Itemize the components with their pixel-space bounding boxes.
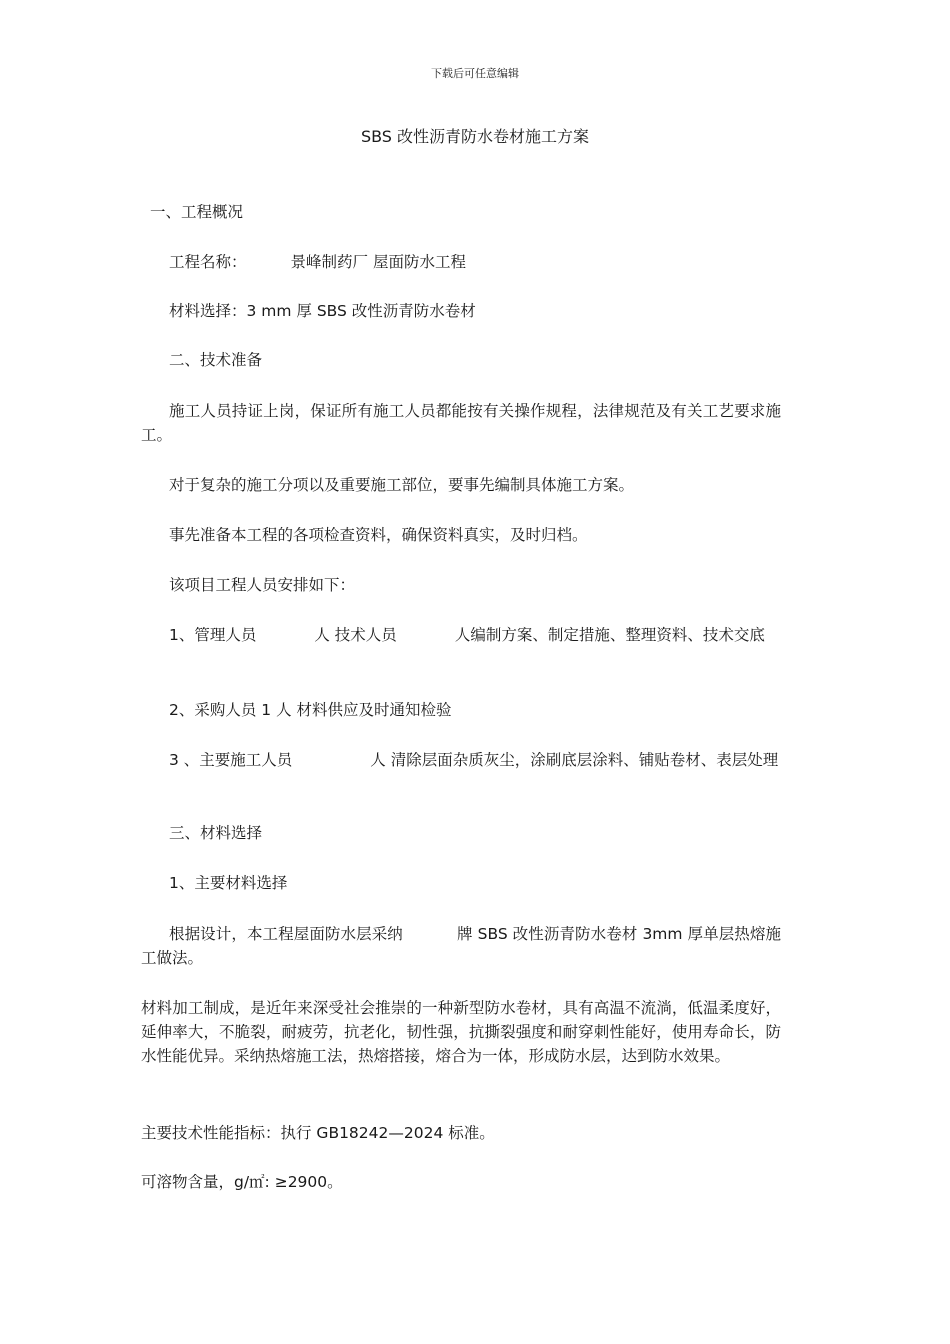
- project-name-label: 工程名称：: [169, 253, 247, 271]
- staff-item-3: [141, 748, 781, 772]
- project-name-line: [141, 250, 781, 274]
- material-line: 材料选择：3 mm 厚 SBS 改性沥青防水卷材: [169, 302, 476, 320]
- materials-paragraph-4: 可溶物含量，g/㎡: ≥2900。: [141, 1173, 343, 1191]
- tech-prep-paragraph-4: 该项目工程人员安排如下：: [169, 576, 356, 594]
- section-heading-overview: 一、工程概况: [150, 203, 244, 221]
- staff-item-1-part-a: 1、管理人员: [169, 626, 257, 644]
- section-heading-materials: 三、材料选择: [169, 824, 263, 842]
- tech-prep-paragraph-1: 施工人员持证上岗，保证所有施工人员都能按有关操作规程，法律规范及有关工艺要求施工。: [141, 402, 781, 444]
- staff-item-1-part-b: 人 技术人员: [314, 626, 397, 644]
- tech-prep-paragraph-3: 事先准备本工程的各项检查资料，确保资料真实，及时归档。: [169, 526, 588, 544]
- staff-item-2: 2、采购人员 1 人 材料供应及时通知检验: [169, 701, 452, 719]
- materials-subheading: 1、主要材料选择: [169, 874, 288, 892]
- tech-prep-paragraph-2: 对于复杂的施工分项以及重要施工部位，要事先编制具体施工方案。: [169, 476, 635, 494]
- materials-paragraph-2: 材料加工制成，是近年来深受社会推崇的一种新型防水卷材，具有高温不流淌，低温柔度好，延伸率大，不脆裂，耐疲劳，抗老化，韧性强，抗撕裂强度和耐穿刺性能好，使用寿命长，防水性能优异。采纳热熔施工法，热熔搭接，熔合为一体，形成防水层，达到防水效果。: [141, 999, 781, 1065]
- materials-paragraph-3: 主要技术性能指标：执行 GB18242—2024 标准。: [141, 1124, 495, 1142]
- materials-paragraph-1-part-a: 根据设计，本工程屋面防水层采纳: [169, 925, 403, 943]
- document-title: SBS 改性沥青防水卷材施工方案: [360, 127, 590, 146]
- materials-paragraph-1: [141, 922, 781, 970]
- section-heading-tech-prep: 二、技术准备: [169, 351, 263, 369]
- project-name-value: 景峰制药厂 屋面防水工程: [290, 253, 466, 271]
- staff-item-1-part-c: 人编制方案、制定措施、整理资料、技术交底: [454, 626, 765, 644]
- staff-item-1: [141, 623, 781, 647]
- staff-item-3-part-b: 人 清除层面杂质灰尘，涂刷底层涂料、铺贴卷材、表层处理: [370, 751, 779, 769]
- materials-paragraph-1-part-b: 牌 SBS 改性沥青防水卷材 3mm 厚单层热熔施工做法。: [141, 925, 781, 967]
- page-header-note: 下载后可任意编辑: [431, 67, 519, 80]
- staff-item-3-part-a: 3 、主要施工人员: [169, 751, 293, 769]
